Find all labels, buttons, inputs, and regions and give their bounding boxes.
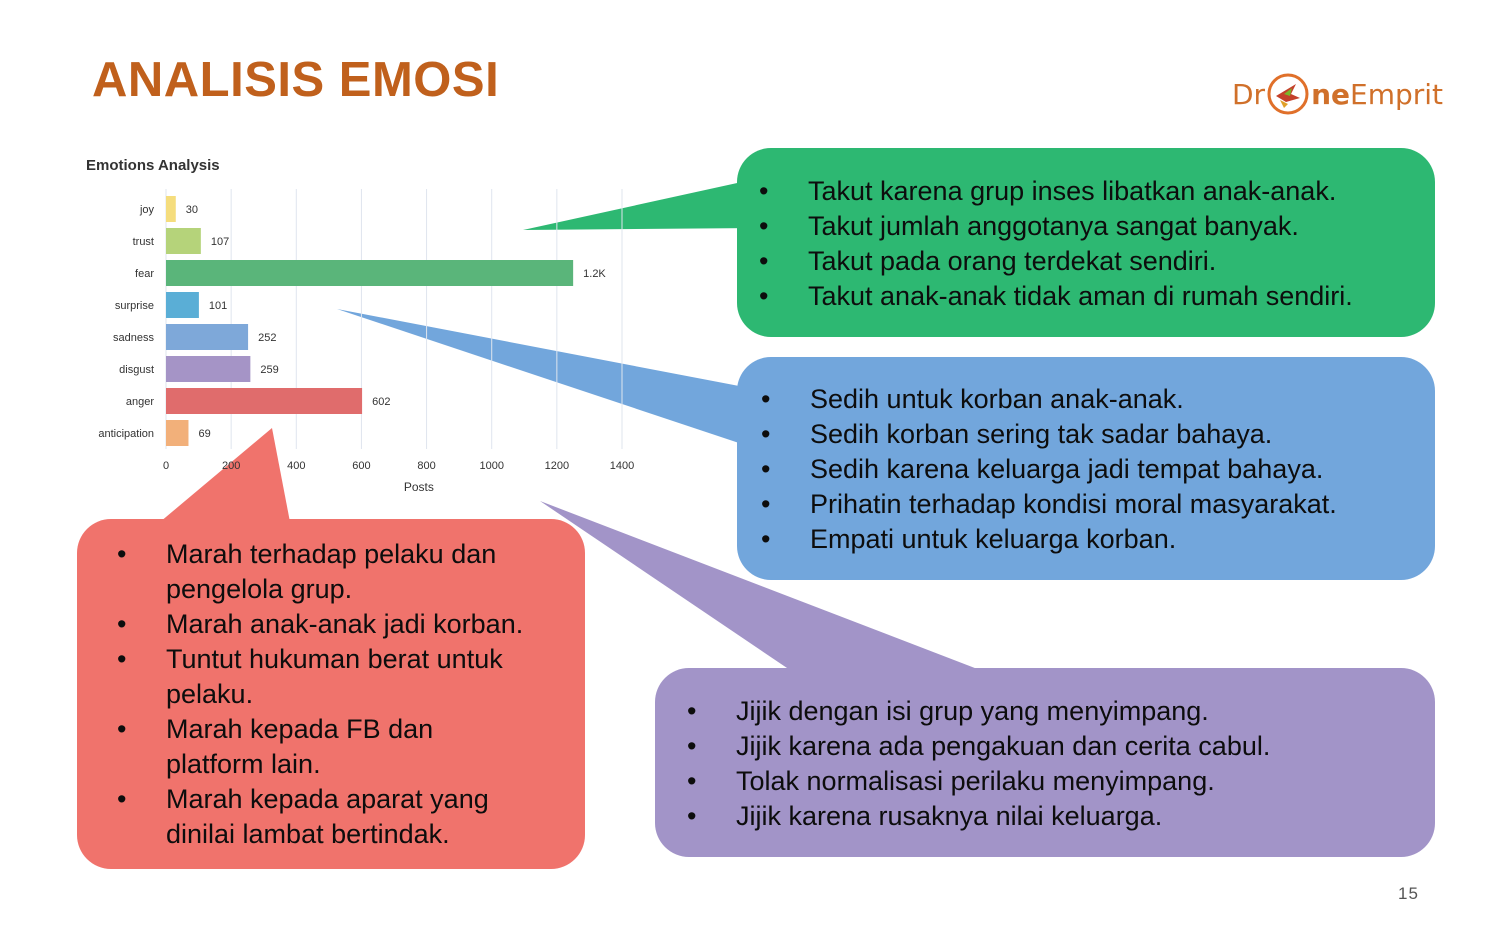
category-label: sadness [113,332,154,344]
bar-trust [166,228,201,254]
bar-value-label: 1.2K [583,268,606,280]
anger-callout-text: Marah kepada FB dan platform lain. [166,714,434,779]
bar-value-label: 259 [260,364,279,376]
chart-title: Emotions Analysis [86,157,220,174]
bar-fear [166,260,573,286]
sadness-callout-text: Prihatin terhadap kondisi moral masyarakat. [810,489,1337,519]
bullet-icon: • [117,609,127,639]
x-axis-label: Posts [403,480,434,494]
bullet-icon: • [759,246,769,276]
bar-value-label: 101 [208,300,228,312]
bar-sadness [166,324,248,350]
disgust-callout-item [687,799,1270,834]
anger-callout-text: Marah terhadap pelaku dan pengelola grup. [166,539,497,604]
bar-value-label: 252 [258,332,277,344]
anger-callout-item [117,712,537,782]
category-label: trust [132,236,154,248]
bullet-icon: • [687,766,697,796]
category-label: surprise [114,300,154,312]
category-label: fear [135,268,154,280]
category-label: anticipation [98,428,154,440]
sadness-callout-item [761,487,1337,522]
x-tick-label: 0 [162,460,170,472]
bar-joy [166,196,176,222]
bullet-icon: • [761,489,771,519]
bar-surprise [166,292,199,318]
x-tick-label: 600 [352,460,371,472]
bar-value-label: 30 [185,204,199,216]
bullet-icon: • [759,281,769,311]
category-label: anger [125,396,154,408]
anger-callout-item [117,642,537,712]
disgust-callout [655,668,1435,857]
logo-text-ne: ne [1311,77,1351,111]
fear-callout-item [759,279,1353,314]
category-label: joy [139,204,154,216]
fear-callout-list [759,174,1353,314]
bullet-icon: • [759,211,769,241]
fear-callout-text: Takut anak-anak tidak aman di rumah sendiri. [808,281,1353,311]
fear-callout-item [759,174,1353,209]
bar-value-label: 107 [210,236,230,248]
bar-anticipation [166,420,188,446]
disgust-callout-item [687,694,1270,729]
fear-callout-text: Takut pada orang terdekat sendiri. [808,246,1217,276]
disgust-callout-item [687,729,1270,764]
disgust-callout-text: Tolak normalisasi perilaku menyimpang. [736,766,1215,796]
bullet-icon: • [117,644,127,674]
x-tick-label: 200 [221,460,241,472]
sadness-callout-text: Empati untuk keluarga korban. [810,524,1177,554]
sadness-callout [737,357,1435,580]
bullet-icon: • [761,419,771,449]
sadness-callout-item [761,417,1337,452]
sadness-callout-text: Sedih korban sering tak sadar bahaya. [810,419,1273,449]
anger-callout-item [117,537,537,607]
sadness-callout-text: Sedih karena keluarga jadi tempat bahaya. [810,454,1324,484]
bar-disgust [166,356,250,382]
x-tick-label: 1200 [544,460,570,472]
disgust-callout-text: Jijik karena rusaknya nilai keluarga. [736,801,1163,831]
bullet-icon: • [687,696,697,726]
anger-callout-item [117,607,537,642]
disgust-callout-list [687,694,1270,834]
fear-callout-item [759,244,1353,279]
anger-callout-text: Marah anak-anak jadi korban. [166,609,524,639]
fear-callout-text: Takut karena grup inses libatkan anak-anak. [808,176,1337,206]
sadness-callout-item [761,522,1337,557]
bullet-icon: • [117,784,127,814]
x-tick-label: 400 [287,460,306,472]
logo-text-emprit: Emprit [1350,77,1444,111]
bullet-icon: • [117,714,127,744]
x-tick-label: 1400 [609,460,635,472]
sadness-callout-item [761,382,1337,417]
category-label: disgust [119,364,154,376]
emotions-chart [80,148,660,498]
bar-value-label: 69 [198,428,211,440]
anger-callout [77,519,585,869]
slide-title: ANALISIS EMOSI [92,53,500,107]
logo-text-dr: Dr [1232,77,1266,111]
anger-callout-item [117,782,537,852]
bullet-icon: • [761,384,771,414]
bullet-icon: • [759,176,769,206]
disgust-callout-item [687,764,1270,799]
x-tick-label: 1000 [479,460,504,472]
bullet-icon: • [761,454,771,484]
bar-value-label: 602 [372,396,391,408]
page-number: 15 [1398,884,1419,903]
sadness-callout-list [761,382,1337,557]
fear-callout-item [759,209,1353,244]
bullet-icon: • [687,801,697,831]
bullet-icon: • [117,539,127,569]
anger-callout-list [117,537,537,852]
x-tick-label: 800 [417,460,436,472]
bar-anger [166,388,362,414]
fear-callout [737,148,1435,337]
sadness-callout-item [761,452,1337,487]
bullet-icon: • [687,731,697,761]
anger-callout-text: Tuntut hukuman berat untuk pelaku. [166,644,503,709]
emotions-bar-chart [80,148,660,498]
disgust-callout-text: Jijik karena ada pengakuan dan cerita cabul. [736,731,1271,761]
fear-callout-text: Takut jumlah anggotanya sangat banyak. [808,211,1299,241]
bullet-icon: • [761,524,771,554]
anger-callout-text: Marah kepada aparat yang dinilai lambat bertindak. [166,784,489,849]
disgust-callout-text: Jijik dengan isi grup yang menyimpang. [736,696,1209,726]
sadness-callout-text: Sedih untuk korban anak-anak. [810,384,1184,414]
